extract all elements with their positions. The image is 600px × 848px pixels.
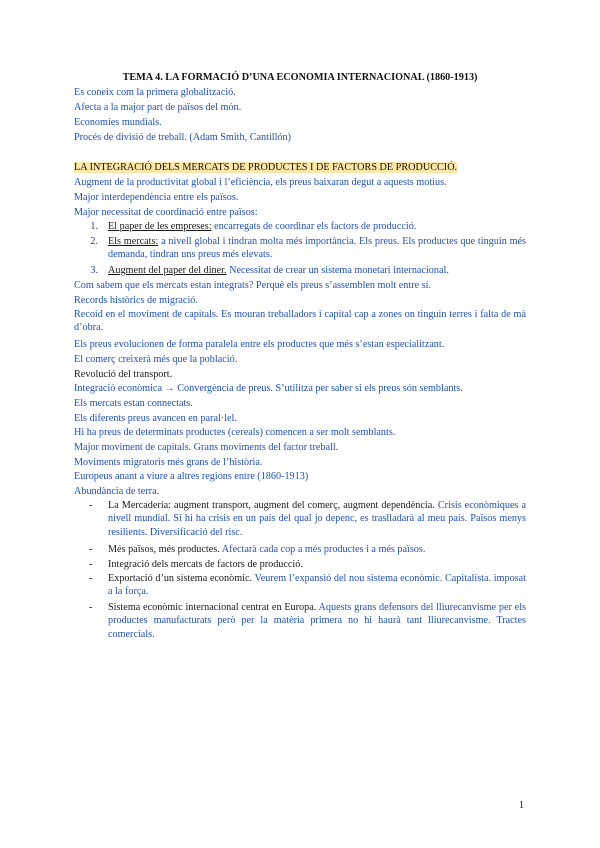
bullet-symbol: - (89, 559, 93, 570)
list-number: 3. (90, 265, 98, 276)
bullet-item: Més països, més productes. Afectarà cada cop a més productes i a més països. (108, 544, 426, 555)
bullet-item: Sistema econòmic internacional centrat en Europa. Aquests grans defensors del lliurecanvisme per els productes manufacturats però per la matèria primera no hi haurà tant lliurecanvisme. Tractes comercials. (108, 602, 526, 640)
body-line: Com sabem que els mercats estan integrats? Perquè els preus s’assemblen molt entre sí. (74, 280, 432, 291)
body-line: Hi ha preus de determinats productes (cereals) comencen a ser molt semblants. (74, 427, 396, 438)
intro-line: Es coneix com la primera globalització. (74, 87, 236, 98)
intro-line: Procés de divisió de treball. (Adam Smith, Cantillón) (74, 132, 292, 143)
bullet-item: Integració dels mercats de factors de producció. (108, 559, 303, 570)
body-line: Els mercats estan connectats. (74, 398, 193, 409)
transport-line: Revolució del transport. (74, 369, 173, 380)
section-line: Augment de la productivitat global i l’eficiència, els preus baixaran degut a aquests motius. (74, 177, 447, 188)
intro-line: Economies mundials. (74, 117, 162, 128)
body-line: Europeus anant a viure a altres regions entre (1860-1913) (74, 471, 309, 482)
body-paragraph: Recoid en el moviment de capitals. Es mouran treballadors i capital cap a zones on tinguin terres i falta de mà d’obra. (74, 309, 526, 334)
page-number: 1 (519, 800, 524, 811)
body-line: Moviments migratoris més grans de l’història. (74, 457, 263, 468)
body-line: Records històrics de migració. (74, 295, 198, 306)
numbered-item: Augment del paper del diner. Necessitat de crear un sistema monetari internacional. (108, 265, 449, 276)
body-line: El comerç creixerà més que la població. (74, 354, 238, 365)
bullet-symbol: - (89, 500, 93, 511)
bullet-symbol: - (89, 602, 93, 613)
section-heading: LA INTEGRACIÓ DELS MERCATS DE PRODUCTES I DE FACTORS DE PRODUCCIÓ. (74, 162, 458, 173)
body-line: Abundància de terra. (74, 486, 160, 497)
intro-line: Afecta a la major part de països del món. (74, 102, 242, 113)
bullet-item: La Mercadería: augment transport, augment del comerç, augment dependència. Crisis econòmiques a nivell mundial. Si hi ha crisis en un país del qual jo depenc, es traslladarà al meu país. Països menys resilients. Diversificació del risc. (108, 500, 526, 538)
bullet-symbol: - (89, 573, 93, 584)
numbered-item: El paper de les empreses: encarregats de coordinar els factors de producció. (108, 221, 417, 232)
page-title: TEMA 4. LA FORMACIÓ D’UNA ECONOMIA INTERNACIONAL (1860-1913) (122, 72, 478, 83)
body-line: Integració econòmica → Convergència de preus. S’utilitza per saber si els preus són semblants. (74, 383, 463, 394)
list-number: 1. (90, 221, 98, 232)
numbered-item: Els mercats: a nivell global i tindran molta més importància. Els preus. Els productes que tinguin més demanda, tindran uns preus més elevats. (108, 236, 526, 261)
body-line: Els preus evolucionen de forma paralela entre els productes que més s’estan especialitzant. (74, 339, 445, 350)
body-line: Els diferents preus avancen en paral·lel. (74, 413, 237, 424)
bullet-item: Exportació d’un sistema econòmic. Veurem l’expansió del nou sistema econòmic. Capitalista. imposat a la força. (108, 573, 526, 598)
body-line: Major moviment de capitals. Grans moviments del factor treball. (74, 442, 339, 453)
bullet-symbol: - (89, 544, 93, 555)
list-number: 2. (90, 236, 98, 247)
section-line: Major necessitat de coordinació entre països: (74, 207, 258, 218)
section-line: Major interdependència entre els països. (74, 192, 239, 203)
